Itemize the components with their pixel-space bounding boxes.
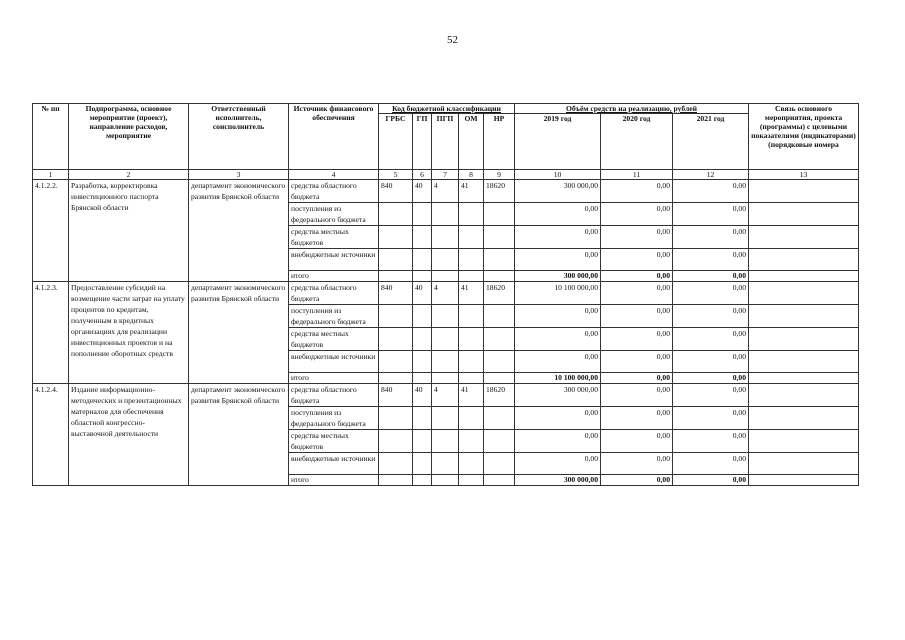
column-number: 6 — [413, 170, 432, 180]
code-empty — [379, 430, 413, 453]
column-number: 12 — [673, 170, 749, 180]
amount-2021: 0,00 — [673, 384, 749, 407]
amount-2019: 0,00 — [515, 249, 601, 271]
amount-2019: 0,00 — [515, 328, 601, 351]
code-om: 41 — [459, 384, 484, 407]
code-empty — [432, 203, 459, 226]
code-empty — [432, 328, 459, 351]
code-empty — [459, 430, 484, 453]
code-empty — [413, 475, 432, 486]
indicator-link — [749, 373, 859, 384]
column-number: 2 — [69, 170, 189, 180]
amount-2021: 0,00 — [673, 203, 749, 226]
indicator-link — [749, 351, 859, 373]
column-number: 8 — [459, 170, 484, 180]
amount-2020: 0,00 — [601, 226, 673, 249]
code-empty — [432, 305, 459, 328]
amount-2021: 0,00 — [673, 453, 749, 475]
total-label: итого — [289, 373, 379, 384]
header-program: Подпрограмма, основное мероприятие (проект), направление расходов, мероприятие — [69, 104, 189, 170]
total-2019: 10 100 000,00 — [515, 373, 601, 384]
code-empty — [379, 249, 413, 271]
indicator-link — [749, 475, 859, 486]
header-budget-code: Код бюджетной классификации — [379, 104, 515, 114]
indicator-link — [749, 328, 859, 351]
executor-name: департамент экономического развития Брянской области — [189, 384, 289, 486]
table-row — [33, 282, 859, 305]
amount-2020: 0,00 — [601, 203, 673, 226]
amount-2021: 0,00 — [673, 351, 749, 373]
executor-name: департамент экономического развития Брянской области — [189, 282, 289, 384]
column-number: 11 — [601, 170, 673, 180]
header-link: Связь основного мероприятия, проекта (программы) с целевыми показателями (индикаторами) (порядковые номера — [749, 104, 859, 170]
code-om: 41 — [459, 180, 484, 203]
column-number: 5 — [379, 170, 413, 180]
code-empty — [459, 373, 484, 384]
code-empty — [459, 305, 484, 328]
amount-2019: 0,00 — [515, 453, 601, 475]
total-2020: 0,00 — [601, 475, 673, 486]
code-empty — [432, 373, 459, 384]
amount-2019: 0,00 — [515, 203, 601, 226]
funding-source: средства местных бюджетов — [289, 430, 379, 453]
total-2021: 0,00 — [673, 271, 749, 282]
code-nr: 18620 — [484, 282, 515, 305]
code-empty — [459, 453, 484, 475]
header-num: № пп — [33, 104, 69, 170]
funding-source: поступления из федерального бюджета — [289, 407, 379, 430]
amount-2019: 0,00 — [515, 305, 601, 328]
header-pgp: ПГП — [432, 114, 459, 170]
code-empty — [432, 475, 459, 486]
column-number: 13 — [749, 170, 859, 180]
code-empty — [379, 203, 413, 226]
amount-2020: 0,00 — [601, 453, 673, 475]
code-pgp: 4 — [432, 180, 459, 203]
amount-2020: 0,00 — [601, 305, 673, 328]
code-empty — [459, 249, 484, 271]
amount-2019: 0,00 — [515, 430, 601, 453]
code-empty — [413, 430, 432, 453]
amount-2020: 0,00 — [601, 180, 673, 203]
code-empty — [379, 351, 413, 373]
total-2021: 0,00 — [673, 373, 749, 384]
code-empty — [413, 271, 432, 282]
column-number: 3 — [189, 170, 289, 180]
total-2021: 0,00 — [673, 475, 749, 486]
total-2019: 300 000,00 — [515, 475, 601, 486]
header-gp: ГП — [413, 114, 432, 170]
total-2020: 0,00 — [601, 373, 673, 384]
header-om: ОМ — [459, 114, 484, 170]
table-row — [33, 384, 859, 407]
table-row — [33, 180, 859, 203]
code-empty — [379, 328, 413, 351]
code-empty — [413, 328, 432, 351]
column-number: 1 — [33, 170, 69, 180]
code-empty — [379, 373, 413, 384]
code-nr: 18620 — [484, 384, 515, 407]
column-number: 7 — [432, 170, 459, 180]
column-number: 10 — [515, 170, 601, 180]
funding-source: средства областного бюджета — [289, 180, 379, 203]
indicator-link — [749, 453, 859, 475]
code-empty — [413, 305, 432, 328]
funding-source: внебюджетные источники — [289, 453, 379, 475]
amount-2021: 0,00 — [673, 430, 749, 453]
code-empty — [432, 430, 459, 453]
table-body — [33, 180, 859, 486]
code-empty — [484, 453, 515, 475]
code-empty — [413, 226, 432, 249]
indicator-link — [749, 430, 859, 453]
code-empty — [379, 305, 413, 328]
amount-2021: 0,00 — [673, 249, 749, 271]
funding-source: средства местных бюджетов — [289, 226, 379, 249]
header-executor: Ответственный исполнитель, соисполнитель — [189, 104, 289, 170]
code-grbs: 840 — [379, 180, 413, 203]
amount-2021: 0,00 — [673, 305, 749, 328]
code-empty — [484, 305, 515, 328]
activity-name: Предоставление субсидий на возмещение части затрат на уплату процентов по кредитам, полученным в кредитных организациях для реализации инвестиционных проектов и на пополнение оборотных средств — [69, 282, 189, 384]
indicator-link — [749, 282, 859, 305]
row-number: 4.1.2.4. — [33, 384, 69, 486]
code-pgp: 4 — [432, 282, 459, 305]
row-number: 4.1.2.2. — [33, 180, 69, 282]
total-2019: 300 000,00 — [515, 271, 601, 282]
header-volume: Объём средств на реализацию, рублей — [515, 104, 749, 114]
code-empty — [432, 249, 459, 271]
code-empty — [379, 407, 413, 430]
header-nr: НР — [484, 114, 515, 170]
code-empty — [484, 328, 515, 351]
funding-source: средства областного бюджета — [289, 384, 379, 407]
code-empty — [432, 351, 459, 373]
code-empty — [413, 407, 432, 430]
indicator-link — [749, 305, 859, 328]
code-empty — [432, 226, 459, 249]
code-om: 41 — [459, 282, 484, 305]
code-pgp: 4 — [432, 384, 459, 407]
code-empty — [413, 351, 432, 373]
amount-2019: 300 000,00 — [515, 180, 601, 203]
code-empty — [459, 407, 484, 430]
code-empty — [379, 453, 413, 475]
indicator-link — [749, 226, 859, 249]
code-empty — [459, 203, 484, 226]
amount-2021: 0,00 — [673, 328, 749, 351]
code-empty — [379, 271, 413, 282]
code-nr: 18620 — [484, 180, 515, 203]
code-empty — [484, 226, 515, 249]
header-2021: 2021 год — [673, 114, 749, 170]
indicator-link — [749, 384, 859, 407]
code-gp: 40 — [413, 384, 432, 407]
amount-2019: 0,00 — [515, 226, 601, 249]
code-empty — [413, 249, 432, 271]
code-empty — [459, 226, 484, 249]
funding-source: средства местных бюджетов — [289, 328, 379, 351]
code-grbs: 840 — [379, 384, 413, 407]
funding-source: внебюджетные источники — [289, 351, 379, 373]
header-2019: 2019 год — [515, 114, 601, 170]
funding-source: поступления из федерального бюджета — [289, 203, 379, 226]
code-empty — [379, 475, 413, 486]
indicator-link — [749, 249, 859, 271]
code-empty — [484, 249, 515, 271]
executor-name: департамент экономического развития Брянской области — [189, 180, 289, 282]
indicator-link — [749, 407, 859, 430]
row-number: 4.1.2.3. — [33, 282, 69, 384]
indicator-link — [749, 271, 859, 282]
total-label: итого — [289, 271, 379, 282]
code-empty — [484, 203, 515, 226]
header-2020: 2020 год — [601, 114, 673, 170]
total-2020: 0,00 — [601, 271, 673, 282]
funding-source: поступления из федерального бюджета — [289, 305, 379, 328]
column-numbers-row — [33, 170, 859, 180]
code-empty — [432, 271, 459, 282]
code-empty — [484, 475, 515, 486]
amount-2020: 0,00 — [601, 407, 673, 430]
total-label: итого — [289, 475, 379, 486]
code-empty — [484, 373, 515, 384]
amount-2020: 0,00 — [601, 384, 673, 407]
page-number: 52 — [447, 34, 458, 46]
activity-name: Разработка, корректировка инвестиционного паспорта Брянской области — [69, 180, 189, 282]
activity-name: Издание информационно-методических и презентационных материалов для обеспечения областной конгрессно-выставочной деятельности — [69, 384, 189, 486]
code-gp: 40 — [413, 180, 432, 203]
budget-table — [32, 103, 859, 486]
code-gp: 40 — [413, 282, 432, 305]
funding-source: средства областного бюджета — [289, 282, 379, 305]
code-empty — [459, 351, 484, 373]
amount-2020: 0,00 — [601, 282, 673, 305]
header-source: Источник финансового обеспечения — [289, 104, 379, 170]
amount-2021: 0,00 — [673, 407, 749, 430]
amount-2021: 0,00 — [673, 226, 749, 249]
code-empty — [413, 373, 432, 384]
amount-2020: 0,00 — [601, 328, 673, 351]
amount-2020: 0,00 — [601, 249, 673, 271]
amount-2021: 0,00 — [673, 180, 749, 203]
indicator-link — [749, 180, 859, 203]
code-empty — [484, 430, 515, 453]
funding-source: внебюджетные источники — [289, 249, 379, 271]
amount-2019: 0,00 — [515, 351, 601, 373]
code-empty — [459, 271, 484, 282]
amount-2019: 0,00 — [515, 407, 601, 430]
code-grbs: 840 — [379, 282, 413, 305]
code-empty — [459, 328, 484, 351]
amount-2021: 0,00 — [673, 282, 749, 305]
column-number: 4 — [289, 170, 379, 180]
amount-2020: 0,00 — [601, 430, 673, 453]
code-empty — [484, 351, 515, 373]
amount-2019: 300 000,00 — [515, 384, 601, 407]
header-grbs: ГРБС — [379, 114, 413, 170]
code-empty — [459, 475, 484, 486]
amount-2020: 0,00 — [601, 351, 673, 373]
code-empty — [432, 453, 459, 475]
code-empty — [484, 271, 515, 282]
code-empty — [484, 407, 515, 430]
code-empty — [413, 203, 432, 226]
column-number: 9 — [484, 170, 515, 180]
code-empty — [413, 453, 432, 475]
code-empty — [432, 407, 459, 430]
code-empty — [379, 226, 413, 249]
amount-2019: 10 100 000,00 — [515, 282, 601, 305]
indicator-link — [749, 203, 859, 226]
